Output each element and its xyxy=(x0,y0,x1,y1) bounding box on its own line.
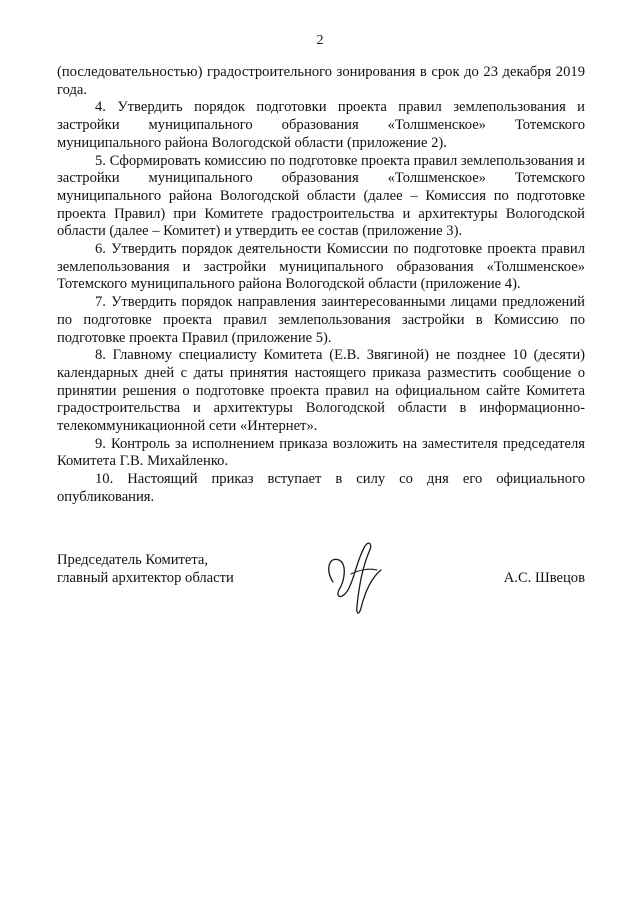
signatory-title-line-1: Председатель Комитета, xyxy=(57,552,209,568)
paragraph-item-6: 6. Утвердить порядок деятельности Комиссии по подготовке проекта правил землепользования и застройки муниципального образования «Толшменское» Тотемского муниципального района Вологодской области (приложение 4). xyxy=(57,241,585,293)
signature-block xyxy=(57,552,585,612)
document-body xyxy=(57,64,585,507)
signatory-name: А.С. Швецов xyxy=(503,569,585,586)
page-number: 2 xyxy=(316,33,324,48)
signatory-title xyxy=(57,552,297,587)
handwritten-signature xyxy=(315,530,395,620)
paragraph-item-7: 7. Утвердить порядок направления заинтересованными лицами предложений по подготовке проекта правил землепользования застройки в Комиссию по подготовке проекта Правил (приложение 5). xyxy=(57,294,585,346)
paragraph-item-9: 9. Контроль за исполнением приказа возложить на заместителя председателя Комитета Г.В. Михайленко. xyxy=(57,435,585,470)
paragraph-continuation: (последовательностью) градостроительного зонирования в срок до 23 декабря 2019 года. xyxy=(57,64,585,98)
paragraph-item-8: 8. Главному специалисту Комитета (Е.В. Звягиной) не позднее 10 (десяти) календарных дней с даты принятия настоящего приказа разместить сообщение о принятии решения о подготовке проекта правил на официальном сайте Комитета градостроительства и архитектуры Вологодской области в информационно-телекоммуникационной сети «Интернет». xyxy=(57,347,585,435)
paragraph-item-10: 10. Настоящий приказ вступает в силу со дня его официального опубликования. xyxy=(57,471,585,505)
paragraph-item-5: 5. Сформировать комиссию по подготовке проекта правил землепользования и застройки муниципального образования «Толшменское» Тотемского муниципального района Вологодской области (далее – Комиссия по подготовке проекта Правил) при Комитете градостроительства и архитектуры Вологодской области (далее – Комитет) и утвердить ее состав (приложение 3). xyxy=(57,152,585,240)
signatory-title-line-2: главный архитектор области xyxy=(57,569,234,586)
paragraph-item-4: 4. Утвердить порядок подготовки проекта правил землепользования и застройки муниципального образования «Толшменское» Тотемского муниципального района Вологодской области (приложение 2). xyxy=(57,99,585,151)
